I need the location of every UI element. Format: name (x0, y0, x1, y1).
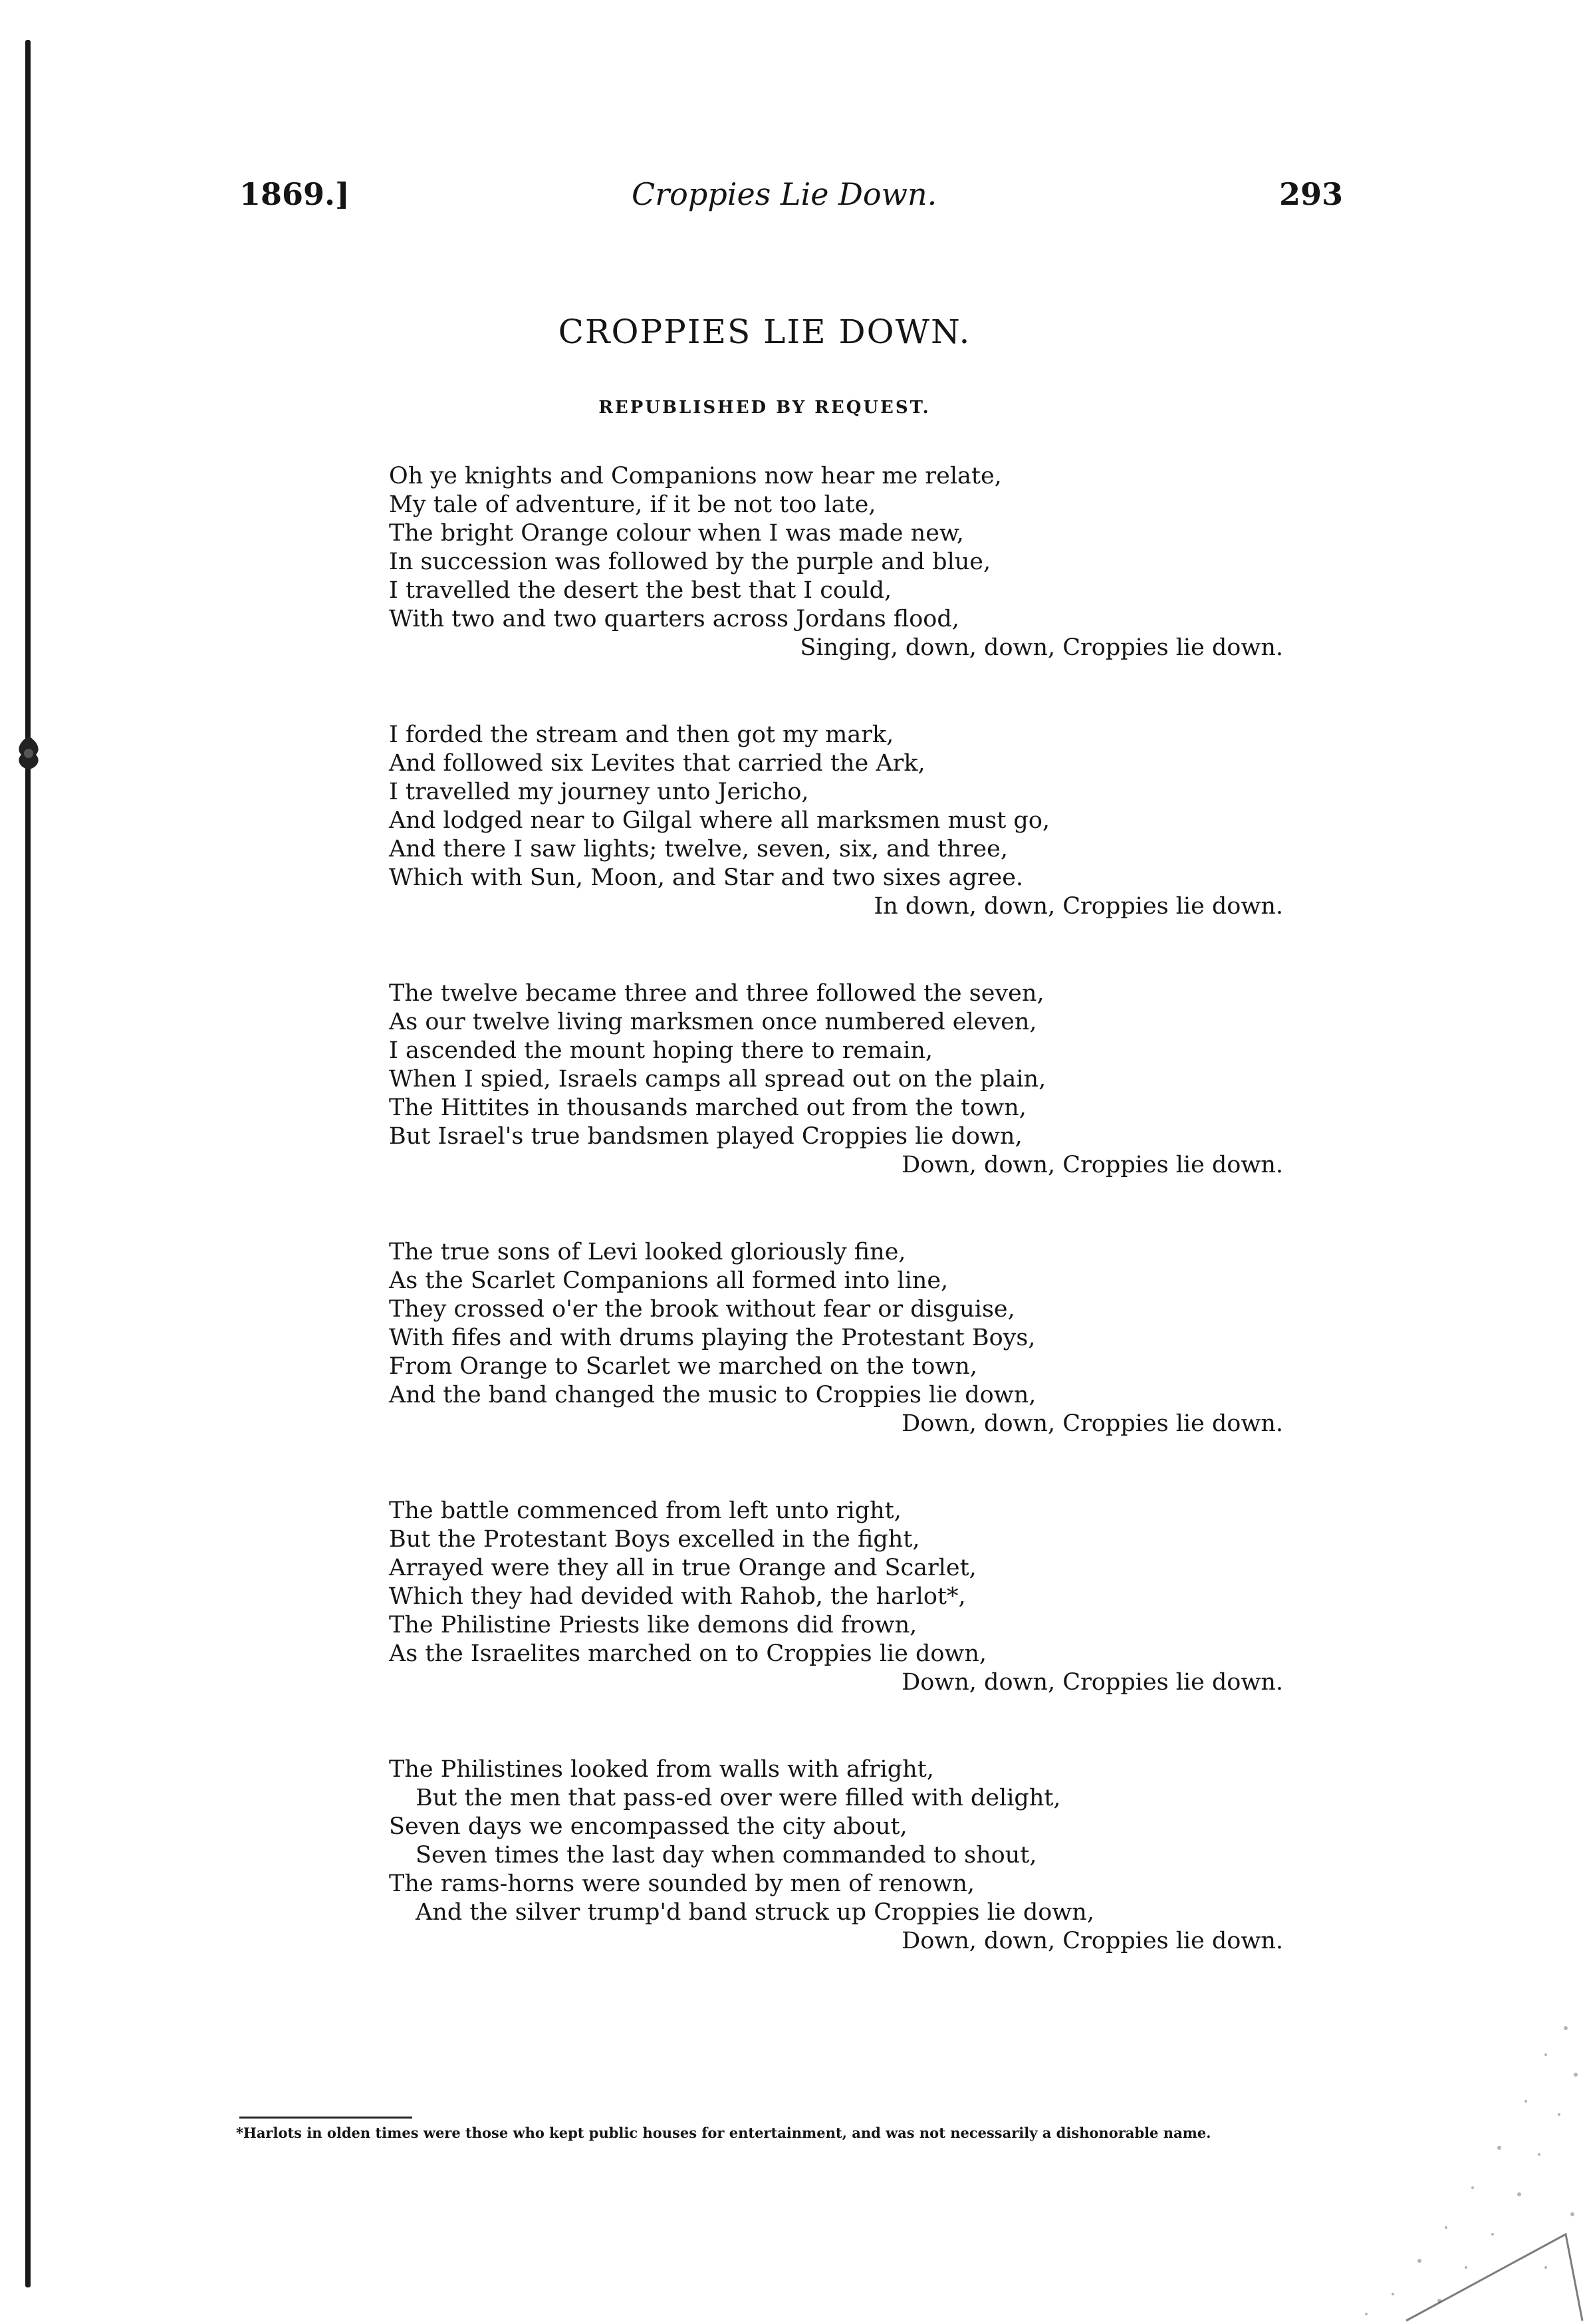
poem-title: CROPPIES LIE DOWN. (558, 313, 971, 351)
stanza-line: From Orange to Scarlet we marched on the town, (389, 1353, 977, 1380)
stanza-line: The twelve became three and three followed the seven, (389, 980, 1044, 1007)
stanza-line: In succession was followed by the purple and blue, (389, 549, 991, 575)
poem-body (389, 462, 1283, 2014)
stanza-refrain: Down, down, Croppies lie down. (902, 1669, 1283, 1696)
header-page-number: 293 (1279, 176, 1343, 212)
stanza-line: And followed six Levites that carried the Ark, (389, 750, 925, 777)
stanza-line: And the silver trump'd band struck up Croppies lie down, (416, 1899, 1094, 1926)
stanza-line: The rams-horns were sounded by men of renown, (389, 1871, 975, 1897)
stanza-line: And lodged near to Gilgal where all marksmen must go, (389, 807, 1050, 834)
page-binding-edge (25, 40, 31, 2287)
stanza-line: The Philistines looked from walls with afright, (389, 1756, 934, 1783)
running-header (239, 176, 1343, 223)
stanza-line: The bright Orange colour when I was made new, (389, 520, 964, 547)
stanza-refrain: Singing, down, down, Croppies lie down. (800, 634, 1283, 661)
page-corner-speckle (1326, 2015, 1585, 2324)
stanza-line: But Israel's true bandsmen played Croppies lie down, (389, 1123, 1023, 1150)
stanza-line: With two and two quarters across Jordans flood, (389, 606, 959, 632)
header-running-title: Croppies Lie Down. (632, 176, 937, 212)
stanza-4 (389, 1238, 1283, 1438)
stanza-line: Seven days we encompassed the city about, (389, 1813, 908, 1840)
stanza-line: As the Israelites marched on to Croppies lie down, (389, 1640, 987, 1667)
footnote: *Harlots in olden times were those who kept public houses for entertainment, and was not necessarily a dishonorable name. (236, 2125, 1211, 2141)
stanza-line: Seven times the last day when commanded to shout, (416, 1842, 1037, 1869)
header-year: 1869.] (239, 176, 350, 212)
stanza-line: And there I saw lights; twelve, seven, six, and three, (389, 836, 1008, 862)
stanza-line: The Philistine Priests like demons did frown, (389, 1612, 917, 1638)
stanza-line: And the band changed the music to Croppies lie down, (389, 1382, 1036, 1408)
stanza-refrain: Down, down, Croppies lie down. (902, 1928, 1283, 1954)
stanza-2 (389, 721, 1283, 921)
poem-subtitle: REPUBLISHED BY REQUEST. (598, 398, 931, 418)
stanza-line: I travelled the desert the best that I could, (389, 577, 892, 604)
stanza-refrain: Down, down, Croppies lie down. (902, 1152, 1283, 1178)
stanza-refrain: In down, down, Croppies lie down. (874, 893, 1283, 920)
stanza-line: As the Scarlet Companions all formed into line, (389, 1267, 949, 1294)
stanza-line: As our twelve living marksmen once numbered eleven, (389, 1009, 1037, 1035)
stanza-line: But the Protestant Boys excelled in the fight, (389, 1526, 920, 1553)
stanza-5 (389, 1497, 1283, 1697)
stanza-line: But the men that pass-ed over were filled with delight, (416, 1785, 1061, 1811)
stanza-line: I forded the stream and then got my mark, (389, 721, 894, 748)
stanza-line: The battle commenced from left unto right, (389, 1497, 902, 1524)
stanza-line: Oh ye knights and Companions now hear me relate, (389, 463, 1002, 489)
stanza-line: I travelled my journey unto Jericho, (389, 779, 809, 805)
footnote-rule (239, 2117, 412, 2119)
stanza-line: Which they had devided with Rahob, the harlot*, (389, 1583, 966, 1610)
stanza-line: Arrayed were they all in true Orange and Scarlet, (389, 1555, 977, 1581)
stanza-line: My tale of adventure, if it be not too late, (389, 491, 876, 518)
binding-knot-mark (15, 735, 43, 771)
stanza-line: When I spied, Israels camps all spread out on the plain, (389, 1066, 1046, 1093)
stanza-3 (389, 979, 1283, 1180)
stanza-1 (389, 462, 1283, 662)
stanza-line: The true sons of Levi looked gloriously fine, (389, 1239, 906, 1265)
stanza-line: I ascended the mount hoping there to remain, (389, 1037, 933, 1064)
stanza-line: The Hittites in thousands marched out from the town, (389, 1095, 1027, 1121)
stanza-line: With fifes and with drums playing the Protestant Boys, (389, 1325, 1036, 1351)
stanza-line: They crossed o'er the brook without fear or disguise, (389, 1296, 1015, 1323)
stanza-refrain: Down, down, Croppies lie down. (902, 1410, 1283, 1437)
stanza-6 (389, 1755, 1283, 1956)
stanza-line: Which with Sun, Moon, and Star and two sixes agree. (389, 864, 1024, 891)
